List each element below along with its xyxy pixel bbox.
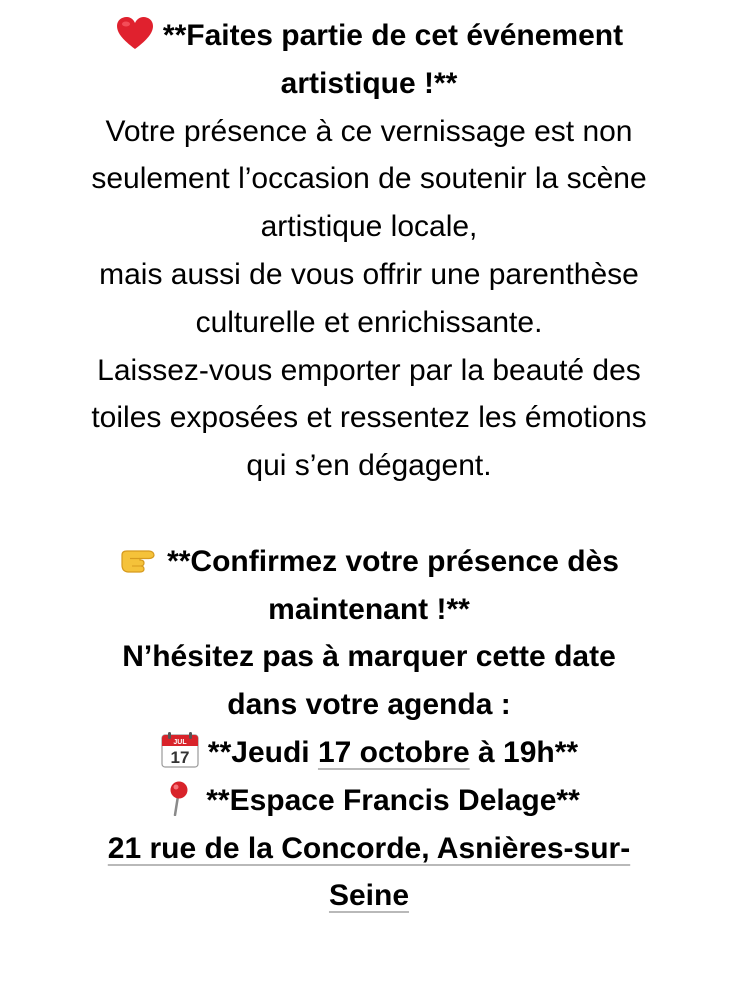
event-venue: **Espace Francis Delage** <box>30 777 708 825</box>
spacer <box>30 490 708 538</box>
art-body-line: Laissez-vous emporter par la beauté des <box>97 353 641 387</box>
art-body-line: toiles exposées et ressentez les émotions <box>91 401 647 435</box>
calendar-day: 17 <box>170 747 190 767</box>
art-body-line: seulement l’occasion de soutenir la scène <box>91 162 647 196</box>
address-link[interactable]: 21 rue de la Concorde, Asnières-sur- <box>107 831 631 865</box>
date-link[interactable]: 17 octobre <box>317 735 470 769</box>
message-body <box>30 12 708 920</box>
calendar-month: JUL <box>173 738 187 746</box>
art-section-title: **Faites partie de cet événement <box>30 12 708 60</box>
agenda-intro-cont: dans votre agenda : <box>227 688 511 722</box>
confirm-section-title: **Confirmez votre présence dès <box>30 538 708 586</box>
art-section-title-cont: artistique !** <box>280 66 458 100</box>
art-body-line: culturelle et enrichissante. <box>195 305 543 339</box>
art-body-line: artistique locale, <box>260 210 478 244</box>
agenda-intro: N’hésitez pas à marquer cette date <box>122 640 616 674</box>
heart-icon <box>115 15 155 51</box>
art-body-line: qui s’en dégagent. <box>246 449 492 483</box>
event-date: JUL 17 **Jeudi 17 octobre à 19h** <box>30 729 708 777</box>
pin-icon <box>158 780 198 816</box>
pointing-hand-icon <box>119 541 159 577</box>
art-body-line: Votre présence à ce vernissage est non <box>105 114 633 148</box>
confirm-section-title-cont: maintenant !** <box>268 592 470 626</box>
address-link-cont[interactable]: Seine <box>328 879 410 913</box>
art-body-line: mais aussi de vous offrir une parenthèse <box>99 257 639 291</box>
calendar-icon <box>160 732 200 768</box>
